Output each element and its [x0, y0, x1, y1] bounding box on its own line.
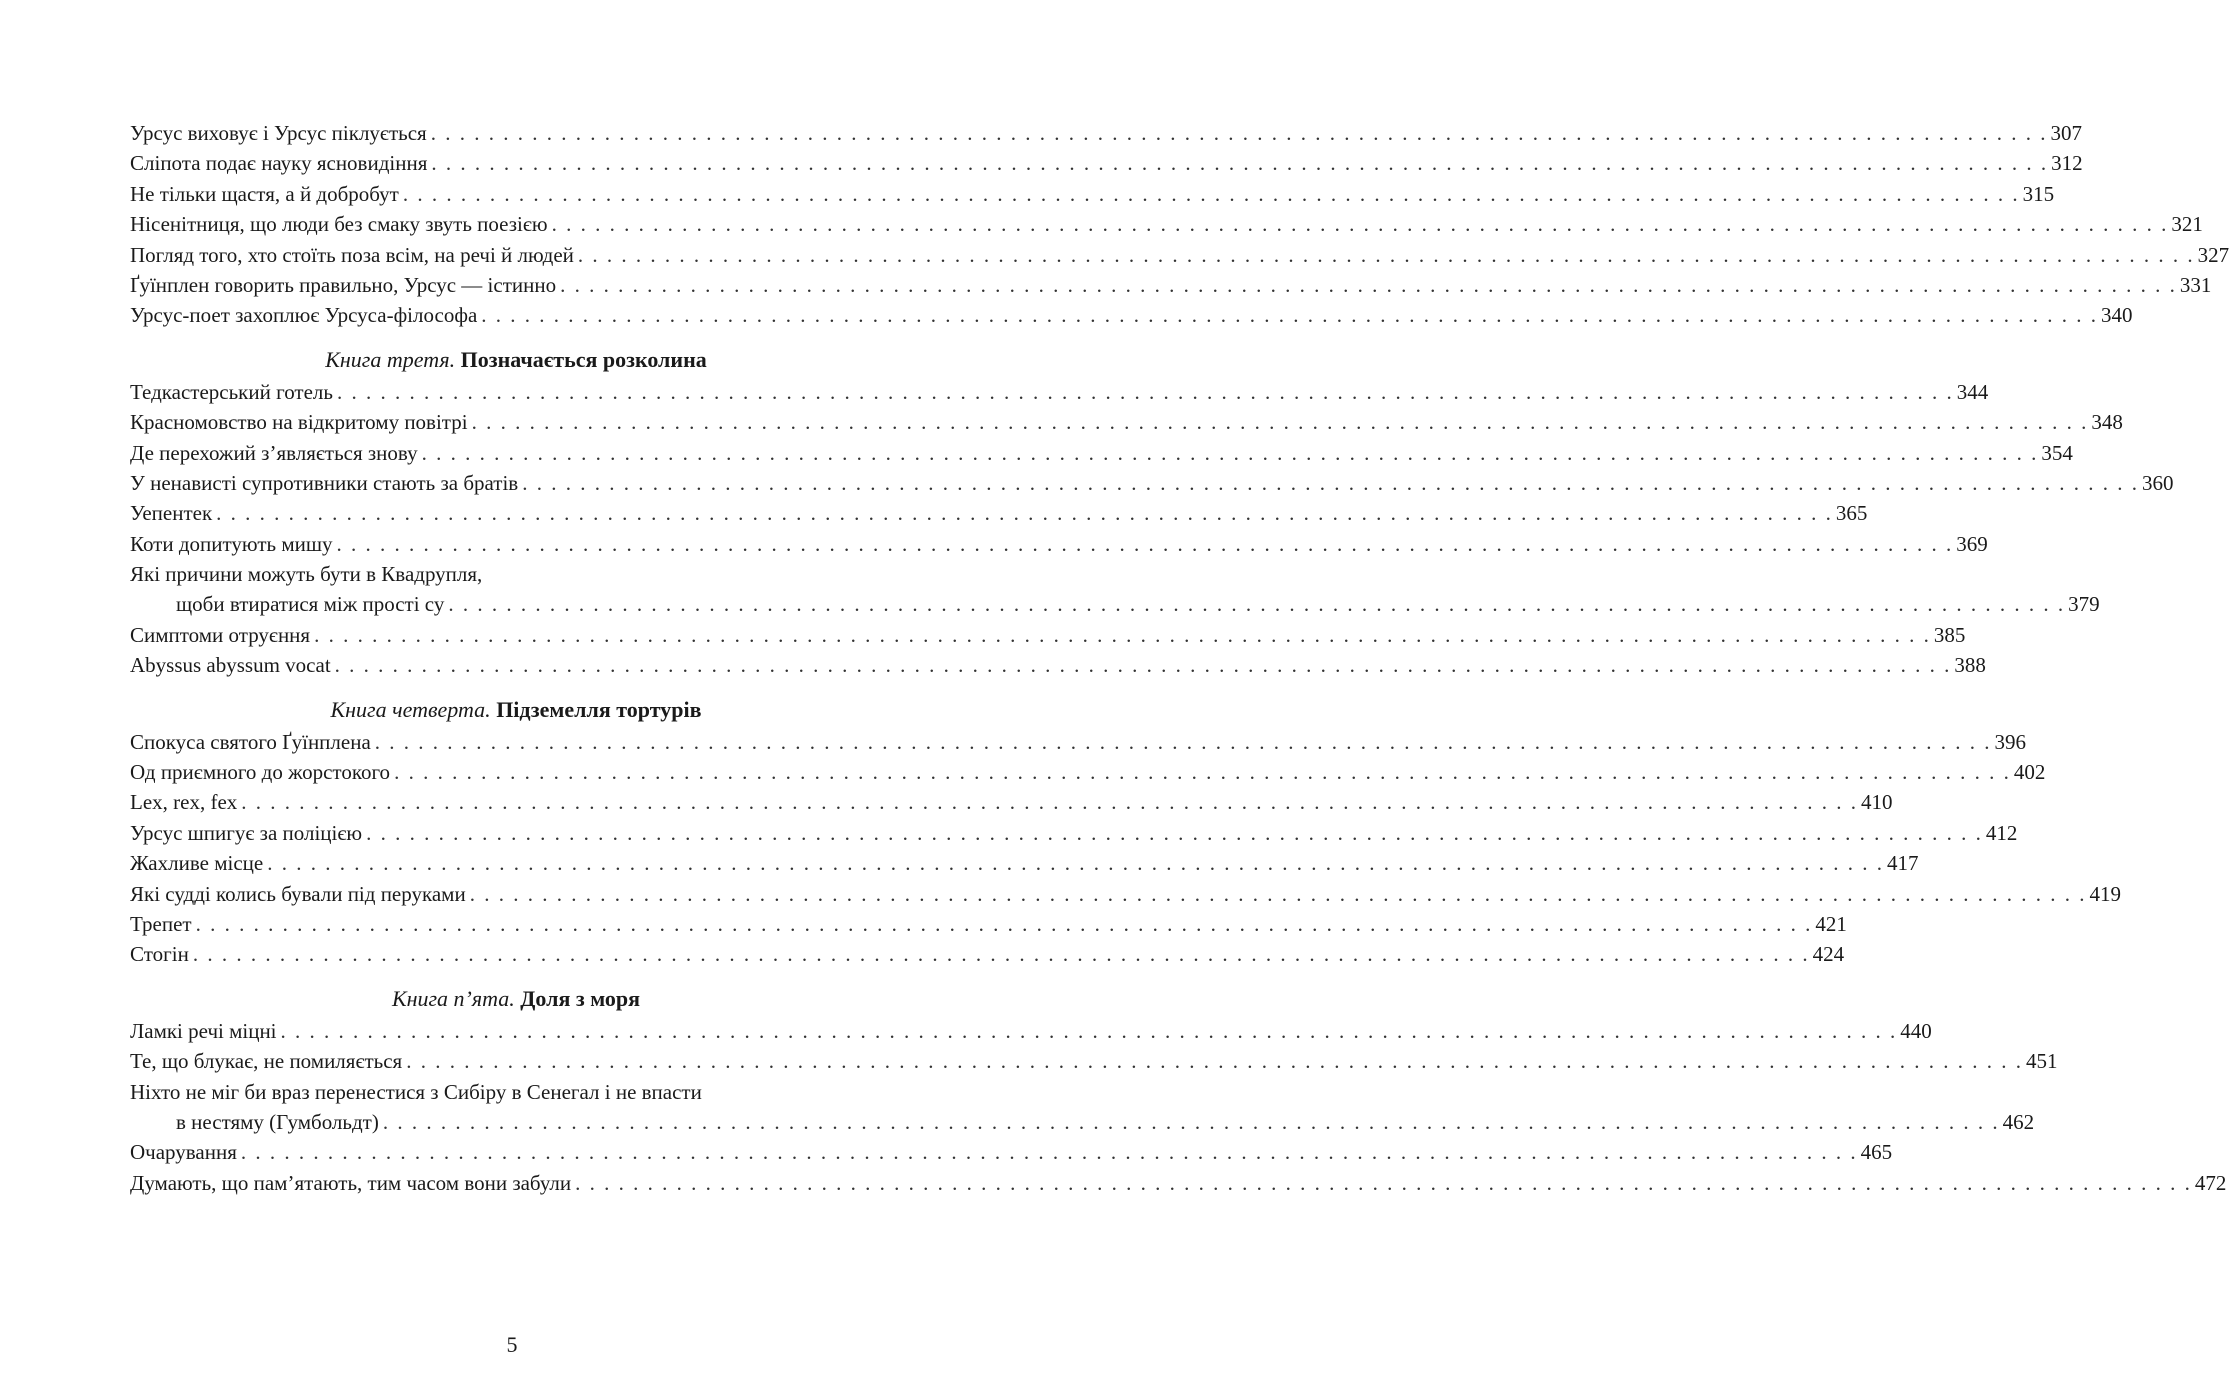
entry-title: Lex, rex, fex — [130, 790, 238, 815]
dot-leader: . . . . . . . . . . . . . . . . . . . . . . . . . . . . . . . . . . . . . . . . . . . . . . . . . . . . . . . . . . . . . . . . . . . . . . . . . . . . . . . . . . . . . . . . . . . . . . . . . . . . . . . . . . . . . . . . — [469, 881, 2087, 906]
entry-title: Погляд того, хто стоїть поза всім, на речі й людей — [130, 242, 574, 267]
dot-leader: . . . . . . . . . . . . . . . . . . . . . . . . . . . . . . . . . . . . . . . . . . . . . . . . . . . . . . . . . . . . . . . . . . . . . . . . . . . . . . . . . . . . . . . . . . . . . . . . . . . . . . . . . . . . . . . . — [431, 151, 2049, 176]
toc-entry — [130, 438, 2073, 468]
dot-leader: . . . . . . . . . . . . . . . . . . . . . . . . . . . . . . . . . . . . . . . . . . . . . . . . . . . . . . . . . . . . . . . . . . . . . . . . . . . . . . . . . . . . . . . . . . . . . . . . . . . . . . . . . . . . . . . . — [216, 501, 1833, 526]
book-name: Підземелля тортурів — [496, 696, 702, 722]
toc-entry — [130, 727, 2027, 757]
entry-page-number: 451 — [2025, 1049, 2058, 1074]
entry-title: Ламкі речі міцні — [130, 1018, 277, 1043]
toc-entry — [130, 240, 2229, 270]
dot-leader: . . . . . . . . . . . . . . . . . . . . . . . . . . . . . . . . . . . . . . . . . . . . . . . . . . . . . . . . . . . . . . . . . . . . . . . . . . . . . . . . . . . . . . . . . . . . . . . . . . . . . . . . . . . . . . . . — [267, 851, 1884, 876]
toc-entry — [130, 787, 1893, 817]
toc-entry — [130, 1168, 2227, 1198]
page-number: 5 — [506, 1332, 518, 1357]
entry-page-number: 379 — [2068, 592, 2100, 617]
dot-leader: . . . . . . . . . . . . . . . . . . . . . . . . . . . . . . . . . . . . . . . . . . . . . . . . . . . . . . . . . . . . . . . . . . . . . . . . . . . . . . . . . . . . . . . . . . . . . . . . . . . . . . . . . . . . . . . . — [366, 820, 1983, 845]
toc-entry — [130, 1016, 1932, 1046]
entry-title: Нісенітниця, що люди без смаку звуть поезією — [130, 212, 548, 237]
book-sections — [130, 342, 2227, 1198]
toc-entry — [130, 650, 1986, 680]
book-section — [130, 342, 2174, 681]
dot-leader: . . . . . . . . . . . . . . . . . . . . . . . . . . . . . . . . . . . . . . . . . . . . . . . . . . . . . . . . . . . . . . . . . . . . . . . . . . . . . . . . . . . . . . . . . . . . . . . . . . . . . . . . . . . . . . . . — [448, 592, 2066, 617]
toc-entry — [130, 757, 2046, 787]
entry-page-number: 315 — [2022, 181, 2055, 206]
entry-title: Сліпота подає науку ясновидіння — [130, 151, 428, 176]
entry-page-number: 388 — [1954, 653, 1986, 678]
toc-entry — [130, 1046, 2058, 1076]
dot-leader: . . . . . . . . . . . . . . . . . . . . . . . . . . . . . . . . . . . . . . . . . . . . . . . . . . . . . . . . . . . . . . . . . . . . . . . . . . . . . . . . . . . . . . . . . . . . . . . . . . . . . . . . . . . . . . . . — [240, 1140, 1858, 1165]
dot-leader: . . . . . . . . . . . . . . . . . . . . . . . . . . . . . . . . . . . . . . . . . . . . . . . . . . . . . . . . . . . . . . . . . . . . . . . . . . . . . . . . . . . . . . . . . . . . . . . . . . . . . . . . . . . . . . . . — [280, 1018, 1898, 1043]
toc-entry — [130, 848, 1919, 878]
dot-leader: . . . . . . . . . . . . . . . . . . . . . . . . . . . . . . . . . . . . . . . . . . . . . . . . . . . . . . . . . . . . . . . . . . . . . . . . . . . . . . . . . . . . . . . . . . . . . . . . . . . . . . . . . . . . . . . . — [471, 410, 2089, 435]
dot-leader: . . . . . . . . . . . . . . . . . . . . . . . . . . . . . . . . . . . . . . . . . . . . . . . . . . . . . . . . . . . . . . . . . . . . . . . . . . . . . . . . . . . . . . . . . . . . . . . . . . . . . . . . . . . . . . . . — [334, 653, 1952, 678]
entry-title-line2 — [130, 589, 2100, 619]
entry-page-number: 412 — [1985, 820, 2018, 845]
entry-page-number: 472 — [2194, 1170, 2227, 1195]
entry-page-number: 307 — [2050, 121, 2082, 145]
entry-page-number: 344 — [1956, 379, 1989, 404]
dot-leader: . . . . . . . . . . . . . . . . . . . . . . . . . . . . . . . . . . . . . . . . . . . . . . . . . . . . . . . . . . . . . . . . . . . . . . . . . . . . . . . . . . . . . . . . . . . . . . . . . . . . . . . . . . . . . . . . — [406, 1049, 2023, 1074]
entry-title: У ненависті супротивники стають за братів — [130, 470, 519, 495]
entry-title: щоби втиратися між прості су — [176, 592, 445, 617]
entry-page-number: 417 — [1886, 851, 1919, 876]
intro-entries — [130, 118, 2229, 331]
section-heading — [130, 981, 902, 1016]
toc-entry — [130, 559, 2100, 620]
entry-title: Не тільки щастя, а й добробут — [130, 181, 399, 206]
entry-title: Де перехожий з’являється знову — [130, 440, 418, 465]
toc-entry — [130, 270, 2212, 300]
entry-title: Коти допитують мишу — [130, 531, 333, 556]
dot-leader: . . . . . . . . . . . . . . . . . . . . . . . . . . . . . . . . . . . . . . . . . . . . . . . . . . . . . . . . . . . . . . . . . . . . . . . . . . . . . . . . . . . . . . . . . . . . . . . . . . . . . . . . . . . . . . . . — [522, 470, 2139, 495]
dot-leader: . . . . . . . . . . . . . . . . . . . . . . . . . . . . . . . . . . . . . . . . . . . . . . . . . . . . . . . . . . . . . . . . . . . . . . . . . . . . . . . . . . . . . . . . . . . . . . . . . . . . . . . . . . . . . . . . — [314, 622, 1931, 647]
entry-page-number: 440 — [1900, 1018, 1932, 1043]
entry-page-number: 348 — [2091, 410, 2123, 435]
entry-title-line1: Які причини можуть бути в Квадрупля, — [130, 562, 483, 587]
entry-page-number: 421 — [1815, 911, 1847, 936]
entry-page-number: 365 — [1835, 501, 1868, 526]
entry-title: Симптоми отруєння — [130, 622, 311, 647]
entry-title-line2 — [130, 1107, 2035, 1137]
entry-title: Урсус-поет захоплює Урсуса-філософа — [130, 303, 478, 328]
entry-title: Красномовство на відкритому повітрі — [130, 410, 468, 435]
book-label: Книга четверта. — [330, 696, 491, 722]
toc-entry — [130, 148, 2083, 178]
dot-leader: . . . . . . . . . . . . . . . . . . . . . . . . . . . . . . . . . . . . . . . . . . . . . . . . . . . . . . . . . . . . . . . . . . . . . . . . . . . . . . . . . . . . . . . . . . . . . . . . . . . . . . . . . . . . . . . . — [336, 531, 1954, 556]
toc-entry — [130, 529, 1988, 559]
dot-leader: . . . . . . . . . . . . . . . . . . . . . . . . . . . . . . . . . . . . . . . . . . . . . . . . . . . . . . . . . . . . . . . . . . . . . . . . . . . . . . . . . . . . . . . . . . . . . . . . . . . . . . . . . . . . . . . . — [394, 760, 2011, 785]
toc-entry — [130, 939, 1845, 969]
entry-page-number: 462 — [2002, 1109, 2035, 1134]
entry-page-number: 410 — [1861, 790, 1893, 815]
book-name: Позначається розколина — [460, 346, 707, 372]
entry-title: Спокуса святого Ґуїнплена — [130, 729, 371, 754]
toc-entry — [130, 377, 1989, 407]
book-label: Книга третя. — [325, 346, 456, 372]
dot-leader: . . . . . . . . . . . . . . . . . . . . . . . . . . . . . . . . . . . . . . . . . . . . . . . . . . . . . . . . . . . . . . . . . . . . . . . . . . . . . . . . . . . . . . . . . . . . . . . . . . . . . . . . . . . . . . . . — [481, 303, 2099, 328]
entry-page-number: 402 — [2013, 760, 2046, 785]
book-label: Книга п’ята. — [391, 985, 515, 1011]
entry-page-number: 360 — [2141, 470, 2174, 495]
entry-title: Те, що блукає, не помиляється — [130, 1049, 403, 1074]
toc-entry — [130, 407, 2123, 437]
toc-entry — [130, 879, 2121, 909]
entry-title: Abyssus abyssum vocat — [130, 653, 331, 678]
entry-title: Жахливе місце — [130, 851, 264, 876]
entry-title: Трепет — [130, 911, 192, 936]
toc-entry — [130, 1077, 2035, 1138]
dot-leader: . . . . . . . . . . . . . . . . . . . . . . . . . . . . . . . . . . . . . . . . . . . . . . . . . . . . . . . . . . . . . . . . . . . . . . . . . . . . . . . . . . . . . . . . . . . . . . . . . . . . . . . . . . . . . . . . — [382, 1109, 2000, 1134]
entry-page-number: 424 — [1812, 942, 1845, 967]
dot-leader: . . . . . . . . . . . . . . . . . . . . . . . . . . . . . . . . . . . . . . . . . . . . . . . . . . . . . . . . . . . . . . . . . . . . . . . . . . . . . . . . . . . . . . . . . . . . . . . . . . . . . . . . . . . . . . . . — [374, 729, 1992, 754]
toc-entry — [130, 118, 2082, 148]
entry-page-number: 340 — [2101, 303, 2133, 328]
entry-title: Думають, що пам’ятають, тим часом вони забули — [130, 1170, 572, 1195]
dot-leader: . . . . . . . . . . . . . . . . . . . . . . . . . . . . . . . . . . . . . . . . . . . . . . . . . . . . . . . . . . . . . . . . . . . . . . . . . . . . . . . . . . . . . . . . . . . . . . . . . . . . . . . . . . . . . . . . — [195, 911, 1813, 936]
dot-leader: . . . . . . . . . . . . . . . . . . . . . . . . . . . . . . . . . . . . . . . . . . . . . . . . . . . . . . . . . . . . . . . . . . . . . . . . . . . . . . . . . . . . . . . . . . . . . . . . . . . . . . . . . . . . . . . . — [402, 181, 2020, 206]
toc-entry — [130, 620, 1966, 650]
dot-leader: . . . . . . . . . . . . . . . . . . . . . . . . . . . . . . . . . . . . . . . . . . . . . . . . . . . . . . . . . . . . . . . . . . . . . . . . . . . . . . . . . . . . . . . . . . . . . . . . . . . . . . . . . . . . . . . . — [575, 1170, 2192, 1195]
entry-title-line1: Ніхто не міг би враз перенестися з Сибіру в Сенегал і не впасти — [130, 1079, 702, 1104]
toc-entry — [130, 209, 2203, 239]
dot-leader: . . . . . . . . . . . . . . . . . . . . . . . . . . . . . . . . . . . . . . . . . . . . . . . . . . . . . . . . . . . . . . . . . . . . . . . . . . . . . . . . . . . . . . . . . . . . . . . . . . . . . . . . . . . . . . . . — [241, 790, 1859, 815]
dot-leader: . . . . . . . . . . . . . . . . . . . . . . . . . . . . . . . . . . . . . . . . . . . . . . . . . . . . . . . . . . . . . . . . . . . . . . . . . . . . . . . . . . . . . . . . . . . . . . . . . . . . . . . . . . . . . . . . — [560, 272, 2177, 297]
entry-title: Які судді колись бували під перуками — [130, 881, 466, 906]
entry-title: Тедкастерський готель — [130, 379, 333, 404]
dot-leader: . . . . . . . . . . . . . . . . . . . . . . . . . . . . . . . . . . . . . . . . . . . . . . . . . . . . . . . . . . . . . . . . . . . . . . . . . . . . . . . . . . . . . . . . . . . . . . . . . . . . . . . . . . . . . . . . — [551, 212, 2169, 237]
book-section — [130, 981, 2227, 1198]
dot-leader: . . . . . . . . . . . . . . . . . . . . . . . . . . . . . . . . . . . . . . . . . . . . . . . . . . . . . . . . . . . . . . . . . . . . . . . . . . . . . . . . . . . . . . . . . . . . . . . . . . . . . . . . . . . . . . . . — [430, 121, 2048, 145]
entry-page-number: 396 — [1994, 729, 2027, 754]
dot-leader: . . . . . . . . . . . . . . . . . . . . . . . . . . . . . . . . . . . . . . . . . . . . . . . . . . . . . . . . . . . . . . . . . . . . . . . . . . . . . . . . . . . . . . . . . . . . . . . . . . . . . . . . . . . . . . . . — [577, 242, 2195, 267]
book-name: Доля з моря — [520, 985, 641, 1011]
dot-leader: . . . . . . . . . . . . . . . . . . . . . . . . . . . . . . . . . . . . . . . . . . . . . . . . . . . . . . . . . . . . . . . . . . . . . . . . . . . . . . . . . . . . . . . . . . . . . . . . . . . . . . . . . . . . . . . . — [336, 379, 1954, 404]
toc-entry — [130, 300, 2133, 330]
book-section — [130, 692, 2121, 970]
entry-page-number: 321 — [2171, 212, 2203, 237]
entry-title: Стогін — [130, 942, 189, 967]
entry-title: Уепентек — [130, 501, 213, 526]
toc-entry — [130, 1137, 1893, 1167]
entry-title: Од приємного до жорстокого — [130, 760, 391, 785]
entry-page-number: 465 — [1860, 1140, 1893, 1165]
entry-page-number: 331 — [2179, 272, 2212, 297]
entry-page-number: 385 — [1933, 622, 1966, 647]
entry-title: в нестяму (Гумбольдт) — [176, 1109, 379, 1134]
entry-title: Урсус виховує і Урсус піклується — [130, 121, 427, 145]
table-of-contents — [130, 118, 2229, 1198]
entry-title: Очарування — [130, 1140, 237, 1165]
entry-page-number: 369 — [1956, 531, 1988, 556]
section-heading — [130, 342, 902, 377]
toc-entry — [130, 909, 1847, 939]
toc-entry — [130, 468, 2174, 498]
entry-page-number: 354 — [2041, 440, 2073, 465]
entry-page-number: 312 — [2051, 151, 2083, 176]
section-heading — [130, 692, 902, 727]
entry-page-number: 419 — [2089, 881, 2121, 906]
toc-entry — [130, 498, 1868, 528]
entry-title: Ґуїнплен говорить правильно, Урсус — істинно — [130, 272, 557, 297]
toc-entry — [130, 179, 2055, 209]
entry-title: Урсус шпигує за поліцією — [130, 820, 363, 845]
dot-leader: . . . . . . . . . . . . . . . . . . . . . . . . . . . . . . . . . . . . . . . . . . . . . . . . . . . . . . . . . . . . . . . . . . . . . . . . . . . . . . . . . . . . . . . . . . . . . . . . . . . . . . . . . . . . . . . . — [192, 942, 1810, 967]
entry-page-number: 327 — [2197, 242, 2229, 267]
dot-leader: . . . . . . . . . . . . . . . . . . . . . . . . . . . . . . . . . . . . . . . . . . . . . . . . . . . . . . . . . . . . . . . . . . . . . . . . . . . . . . . . . . . . . . . . . . . . . . . . . . . . . . . . . . . . . . . . — [421, 440, 2039, 465]
toc-entry — [130, 818, 2018, 848]
